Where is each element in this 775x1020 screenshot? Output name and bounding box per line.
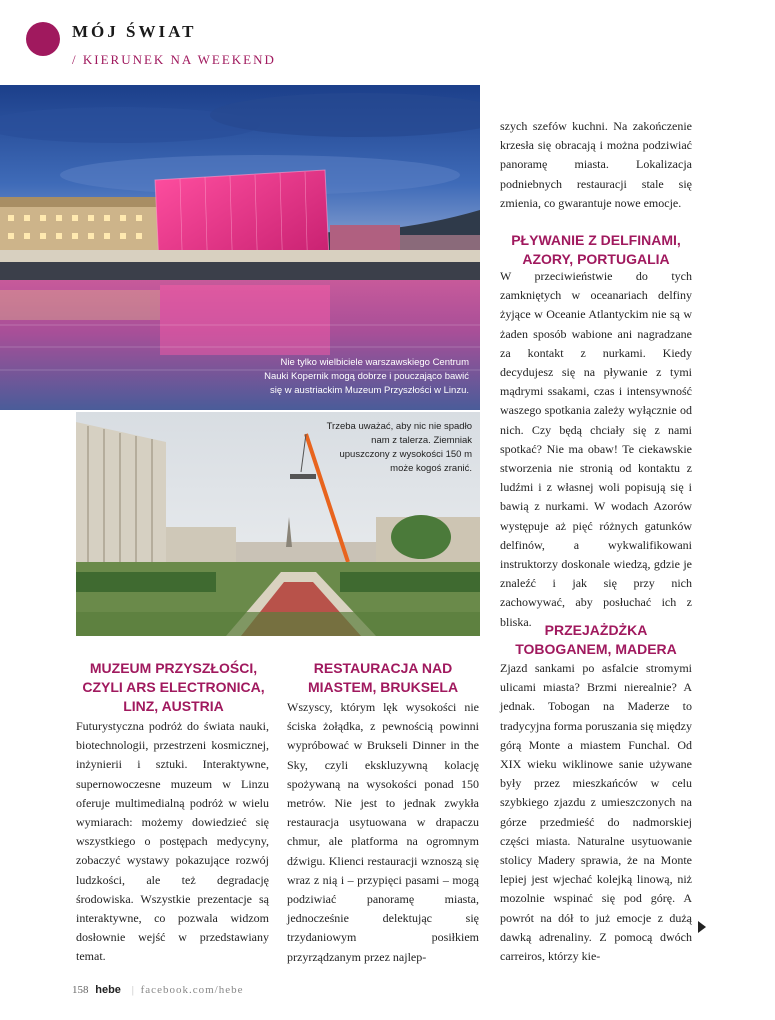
continue-arrow-icon bbox=[698, 921, 706, 933]
article-body-brussels-continued: szych szefów kuchni. Na zakończenie krzesła się obracają i można podziwiać panoramę miasta. Lokalizacja podniebnych restauracji stale się zmienia, co gwarantuje nowe emocje. bbox=[500, 119, 692, 210]
article-heading-dolphins: PŁYWANIE Z DELFINAMI, AZORY, PORTUGALIA bbox=[511, 232, 681, 267]
section-title: MÓJ ŚWIAT bbox=[72, 22, 197, 41]
photo-caption-linz: Nie tylko wielbiciele warszawskiego Centrum Nauki Kopernik mogą dobrze i pouczająco bawić się w austriackim Muzeum Przyszłości w Linzu. bbox=[264, 357, 469, 396]
footer-website: facebook.com/hebe bbox=[140, 984, 244, 996]
footer-divider: | bbox=[131, 984, 134, 996]
brand-logo: hebe bbox=[95, 984, 121, 996]
photo-caption-brussels: Trzeba uważać, aby nic nie spadło nam z talerza. Ziemniak upuszczony z wysokości 150 m może kogoś zranić. bbox=[326, 421, 472, 474]
page-footer bbox=[72, 984, 243, 996]
article-body-brussels: Wszyscy, którym lęk wysokości nie ściska żołądka, z pewnością powinni wypróbować w Brukseli Dinner in the Sky, czyli ekskluzywną kolację spożywaną na wysokości ponad 150 metrów. Nie jest to jednak zwykła restauracja usytuowana w drapaczu chmur, ale platforma na ogromnym dźwigu. Klienci restauracji wznoszą się wraz z nią i – przypięci pasami – mogą podziwiać panoramę miasta, jednocześnie delektując się trzydaniowym posiłkiem przyrządzanym przez najlep- bbox=[287, 700, 479, 964]
article-body-linz: Futurystyczna podróż do świata nauki, biotechnologii, przestrzeni kosmicznej, inżynierii i sztuki. Interaktywne, supernowoczesne muzeum w Linzu oferuje multimedialną podróż w wielu wymiarach: możemy dowiedzieć się wszystkiego o postępach medycyny, zobaczyć wystawy pokazujące rozwój ludzkości, ale też degradację środowiska. Wszystkie prezentacje są interaktywne, co pozwala widzom dosłownie wejść w przedstawiany temat. bbox=[76, 719, 269, 964]
page-number: 158 bbox=[72, 984, 89, 996]
article-body-dolphins: W przeciwieństwie do tych zamkniętych w oceanariach delfiny żyjące w Oceanie Atlantyckim nie są w żaden sposób wabione ani nagradzane za kontakt z nurkami. Kiedy decydujesz się na pływanie z tymi mądrymi ssakami, czas i intensywność waszego spotkania zależy wyłącznie od nich. Czy będą chciały się z nami spotkać? Nie ma obaw! Te ciekawskie stworzenia nie stronią od kontaktu z ludźmi i z własnej woli popisują się i bawią z nurkami. W wodach Azorów występuje aż pięć różnych gatunków delfinów, a wykwalifikowani instruktorzy doskonale wiedzą, gdzie je znaleźć i jak się przy nich zachowywać, aby posłuchać ich z bliska. bbox=[500, 269, 692, 629]
article-body-madera: Zjazd sankami po asfalcie stromymi ulicami miasta? Brzmi nierealnie? A jednak. Tobogan na Maderze to tradycyjna forma poruszania się między górą Monte a miastem Funchal. Od XIX wieku wiklinowe sanie używane były przez mieszkańców w celu szybkiego zjazdu z umieszczonych na górze przedmieść do nadmorskiej części miasta. Naturalne usytuowanie stolicy Madery sprawia, że na Monte lepiej jest wjechać kolejką linową, niż mozolnie wspinać się pod górę. A powrót na dół to już emocje z dużą dawką adrenaliny. Z pomocą dwóch carreiros, którzy kie- bbox=[500, 661, 692, 964]
article-heading-brussels: RESTAURACJA NAD MIASTEM, BRUKSELA bbox=[307, 660, 459, 695]
article-heading-madera: PRZEJAŻDŻKA TOBOGANEM, MADERA bbox=[515, 622, 677, 657]
section-marker-dot bbox=[26, 22, 60, 56]
article-heading-linz: MUZEUM PRZYSZŁOŚCI, CZYLI ARS ELECTRONICA, LINZ, AUSTRIA bbox=[82, 660, 265, 714]
section-subtitle: / KIERUNEK NA WEEKEND bbox=[72, 52, 276, 67]
